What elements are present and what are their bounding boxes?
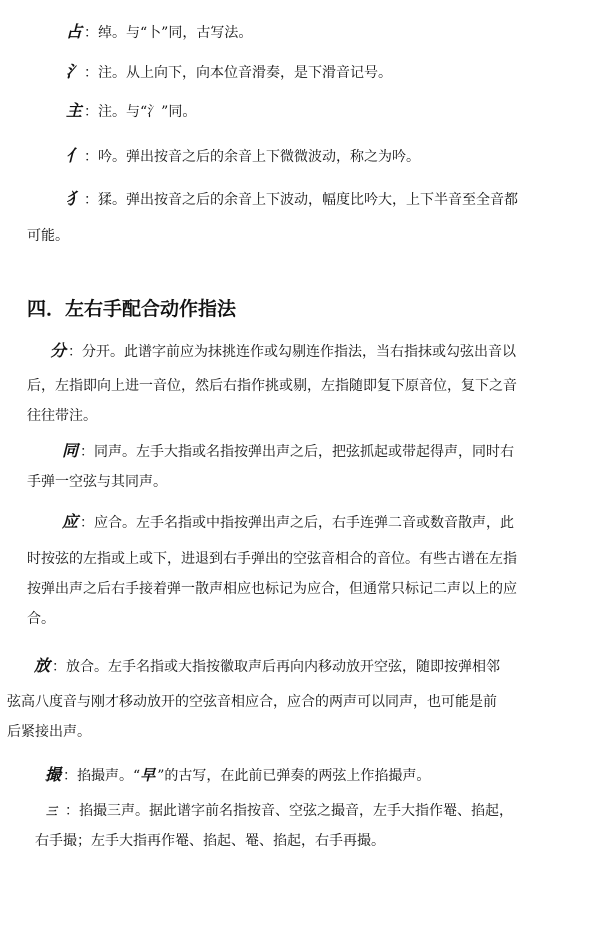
entry-zhu-alt (66, 101, 196, 122)
entry-qiacuo-san (46, 801, 513, 822)
entry-fanghe-cont: 后紧接出声。 (7, 724, 91, 740)
section-title: 四．左右手配合动作指法 (27, 298, 237, 320)
entry-text: ：注。与“氵”同。 (84, 104, 197, 120)
fanghe-symbol: 放 (34, 656, 51, 675)
zhu-alt-symbol: 主 (66, 101, 83, 120)
qiacuo-san-symbol: 三 (46, 805, 57, 818)
entry-text: ：同声。左手大指或名指按弹出声之后，把弦抓起或带起得声，同时右 (80, 444, 515, 460)
entry-text: ：应合。左手名指或中指按弹出声之后，右手连弹二音或数音散声，此 (80, 515, 515, 531)
entry-fenkai (50, 341, 516, 362)
entry-chuo (66, 22, 252, 43)
entry-nao-cont: 可能。 (27, 228, 69, 244)
entry-fanghe-cont: 弦高八度音与刚才移动放开的空弦音相应合，应合的两声可以同声，也可能是前 (7, 694, 497, 710)
entry-tongsheng (62, 441, 514, 462)
entry-text: ：绰。与“卜”同，古写法。 (84, 25, 253, 41)
entry-fanghe (34, 656, 500, 677)
entry-text: ：注。从上向下，向本位音滑奏，是下滑音记号。 (84, 65, 393, 81)
entry-zhu (66, 62, 392, 83)
tongsheng-symbol: 同 (62, 441, 79, 460)
entry-yinghe-cont: 按弹出声之后右手接着弹一散声相应也标记为应合，但通常只标记二声以上的应 (27, 581, 517, 597)
entry-fenkai-cont: 往往带注。 (27, 408, 97, 424)
chuo-symbol: 占 (66, 22, 83, 41)
entry-yinghe-cont: 合。 (27, 611, 55, 627)
entry-text: ”的古写，在此前已弹奏的两弦上作掐撮声。 (157, 768, 431, 784)
entry-qiacuo-san-cont: 右手撮；左手大指再作罨、掐起、罨、掐起，右手再撮。 (35, 833, 385, 849)
entry-text: ：分开。此谱字前应为抹挑连作或勾剔连作指法，当右指抹或勾弦出音以 (68, 344, 517, 360)
entry-text: ：掐撮三声。据此谱字前名指按音、空弦之撮音，左手大指作罨、掐起， (65, 803, 513, 819)
entry-yinghe (62, 512, 514, 533)
yin-symbol: 亻 (66, 146, 83, 165)
nao-symbol: 犭 (66, 189, 83, 208)
entry-tongsheng-cont: 手弹一空弦与其同声。 (27, 474, 167, 490)
entry-fenkai-cont: 后，左指即向上进一音位，然后右指作挑或剔，左指随即复下原音位，复下之音 (27, 378, 517, 394)
entry-text: ：放合。左手名指或大指按徽取声后再向内移动放开空弦，随即按弹相邻 (52, 659, 501, 675)
qiacuo-inline-symbol: 早 (140, 766, 156, 784)
qiacuo-symbol: 撮 (45, 765, 62, 784)
entry-yinghe-cont: 时按弦的左指或上或下，进退到右手弹出的空弦音相合的音位。有些古谱在左指 (27, 551, 517, 567)
entry-qiacuo (45, 765, 430, 786)
entry-text: ：吟。弹出按音之后的余音上下微微波动，称之为吟。 (84, 149, 421, 165)
entry-yin (66, 146, 420, 167)
entry-text: ：掐撮声。“ (63, 768, 141, 784)
yinghe-symbol: 应 (62, 512, 79, 531)
fenkai-symbol: 分 (50, 341, 67, 360)
entry-text: ：猱。弹出按音之后的余音上下波动，幅度比吟大，上下半音至全音都 (84, 192, 519, 208)
entry-nao (66, 189, 518, 210)
zhu-symbol: 氵 (66, 62, 83, 81)
